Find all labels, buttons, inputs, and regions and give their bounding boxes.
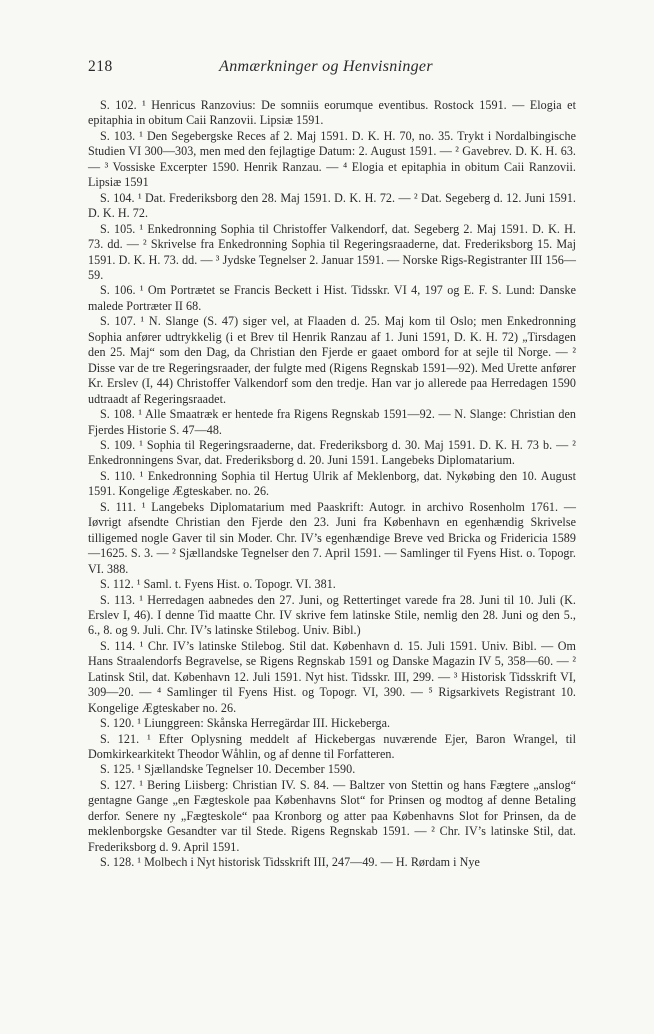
note-s128: S. 128. ¹ Molbech i Nyt historisk Tidsskrift III, 247—49. — H. Rørdam i Nye <box>100 855 480 870</box>
page-header <box>88 58 564 78</box>
page-number: 218 <box>88 58 113 75</box>
note-s102: S. 102. ¹ Henricus Ranzovius: De somniis eorumque eventibus. Rostock 1591. — Elogia et epitaphia in obitum Caii Ranzovii. Lipsiæ 1591. <box>88 98 576 128</box>
note-s108: S. 108. ¹ Alle Smaatræk er hentede fra Rigens Regnskab 1591—92. — N. Slange: Christian den Fjerdes Historie S. 47—48. <box>88 407 576 437</box>
notes-body <box>88 98 576 871</box>
note-s127: S. 127. ¹ Bering Liisberg: Christian IV. S. 84. — Baltzer von Stettin og hans Fægtere „anslog“ gentagne Gange „en Fægteskole paa Københavns Slot“ for Prinsen og modtog af denne Betaling derfor. Senere ny „Fægteskole“ paa Kronborg og atter paa Københavns Slot for Prinsen, da de meklenborgske Gesandter var til Stede. Rigens Regnskab 1591. — ² Chr. IV’s latinske Stil, dat. Frederiksborg d. 9. April 1591. <box>88 777 576 854</box>
note-s114: S. 114. ¹ Chr. IV’s latinske Stilebog. Stil dat. København d. 15. Juli 1591. Univ. Bibl. — Om Hans Straalendorfs Begravelse, se Rigens Regnskab 1591 og Danske Magazin IV 5, 358—60. — ² Latinsk Stil, dat. København 12. Juli 1591. Nyt hist. Tidsskr. III, 299. — ³ Historisk Tidsskrift VI, 309—20. — ⁴ Samlinger til Fyens Hist. og Topogr. VI, 390. — ⁵ Rigsarkivets Registrant 10. Kongelige Ægteskaber no. 26. <box>88 638 576 715</box>
note-s109: S. 109. ¹ Sophia til Regeringsraaderne, dat. Frederiksborg d. 30. Maj 1591. D. K. H. 73 b. — ² Enkedronningens Svar, dat. Frederiksborg d. 20. Juni 1591. Langebeks Diplomatarium. <box>88 437 576 468</box>
note-s104: S. 104. ¹ Dat. Frederiksborg den 28. Maj 1591. D. K. H. 72. — ² Dat. Segeberg d. 12. Juni 1591. D. K. H. 72. <box>88 190 576 221</box>
note-s121: S. 121. ¹ Efter Oplysning meddelt af Hickebergas nuværende Ejer, Baron Wrangel, til Domkirkearkitekt Theodor Wåhlin, og af denne til Forfatteren. <box>88 731 576 762</box>
note-s107: S. 107. ¹ N. Slange (S. 47) siger vel, at Flaaden d. 25. Maj kom til Oslo; men Enkedronning Sophia anfører udtrykkelig (i et Brev til Henrik Ranzau af 1. Juni 1591, D. K. H. 72) „Tirsdagen den 25. Maj“ som den Dag, da Christian den Fjerde er gaaet ombord for at sejle til Norge. — ² Disse var de tre Regeringsraader, der fulgte med (Rigens Regnskab 1591—92). Med Urette anfører Kr. Erslev (I, 44) Christoffer Valkendorf som den tredje. Han var jo allerede paa Herredagen 1590 udtraadt af Regeringsraadet. <box>88 314 576 406</box>
note-s106: S. 106. ¹ Om Portrætet se Francis Beckett i Hist. Tidsskr. VI 4, 197 og E. F. S. Lund: Danske malede Portræter II 68. <box>88 283 576 313</box>
note-s112: S. 112. ¹ Saml. t. Fyens Hist. o. Topogr. VI. 381. <box>100 577 336 592</box>
note-s113: S. 113. ¹ Herredagen aabnedes den 27. Juni, og Rettertinget varede fra 28. Juni til 10. Juli (K. Erslev I, 46). I denne Tid maatte Chr. IV skrive fem latinske Stile, nemlig den 28. Juni og den 5., 6., 8. og 9. Juli. Chr. IV’s latinske Stilebog. Univ. Bibl.) <box>88 592 576 638</box>
note-s125: S. 125. ¹ Sjællandske Tegnelser 10. December 1590. <box>100 762 356 777</box>
note-s105: S. 105. ¹ Enkedronning Sophia til Christoffer Valkendorf, dat. Segeberg 2. Maj 1591. D. K. H. 73. dd. — ² Skrivelse fra Enkedronning Sophia til Regeringsraaderne, dat. Frederiksborg 15. Maj 1591. D. K. H. 73. dd. — ³ Jydske Tegnelser 2. Januar 1591. — Norske Rigs-Registranter III 156—59. <box>88 221 576 282</box>
note-s111: S. 111. ¹ Langebeks Diplomatarium med Paaskrift: Autogr. in archivo Rosenholm 1761. — Iøvrigt afsendte Christian den Fjerde den 23. Juni fra København en egenhændig Skrivelse tilligemed nogle Gaver til sin Moder. Chr. IV’s egenhændige Breve ved Bricka og Fridericia 1589—1625. S. 3. — ² Sjællandske Tegnelser den 7. April 1591. — Samlinger til Fyens Hist. o. Topogr. VI. 388. <box>88 499 576 576</box>
running-title: Anmærkninger og Henvisninger <box>219 58 433 75</box>
note-s110: S. 110. ¹ Enkedronning Sophia til Hertug Ulrik af Meklenborg, dat. Nykøbing den 10. August 1591. Kongelige Ægteskaber. no. 26. <box>88 468 576 499</box>
note-s103: S. 103. ¹ Den Segebergske Reces af 2. Maj 1591. D. K. H. 70, no. 35. Trykt i Nordalbingische Studien VI 300—303, men med den fejlagtige Datum: 2. August 1591. — ² Gavebrev. D. K. H. 63. — ³ Vossiske Excerpter 1590. Henrik Ranzau. — ⁴ Elogia et epitaphia in obitum Caii Ranzovii. Lipsiæ 1591 <box>88 128 576 190</box>
note-s120: S. 120. ¹ Liunggreen: Skånska Herregärdar III. Hickeberga. <box>100 716 391 731</box>
